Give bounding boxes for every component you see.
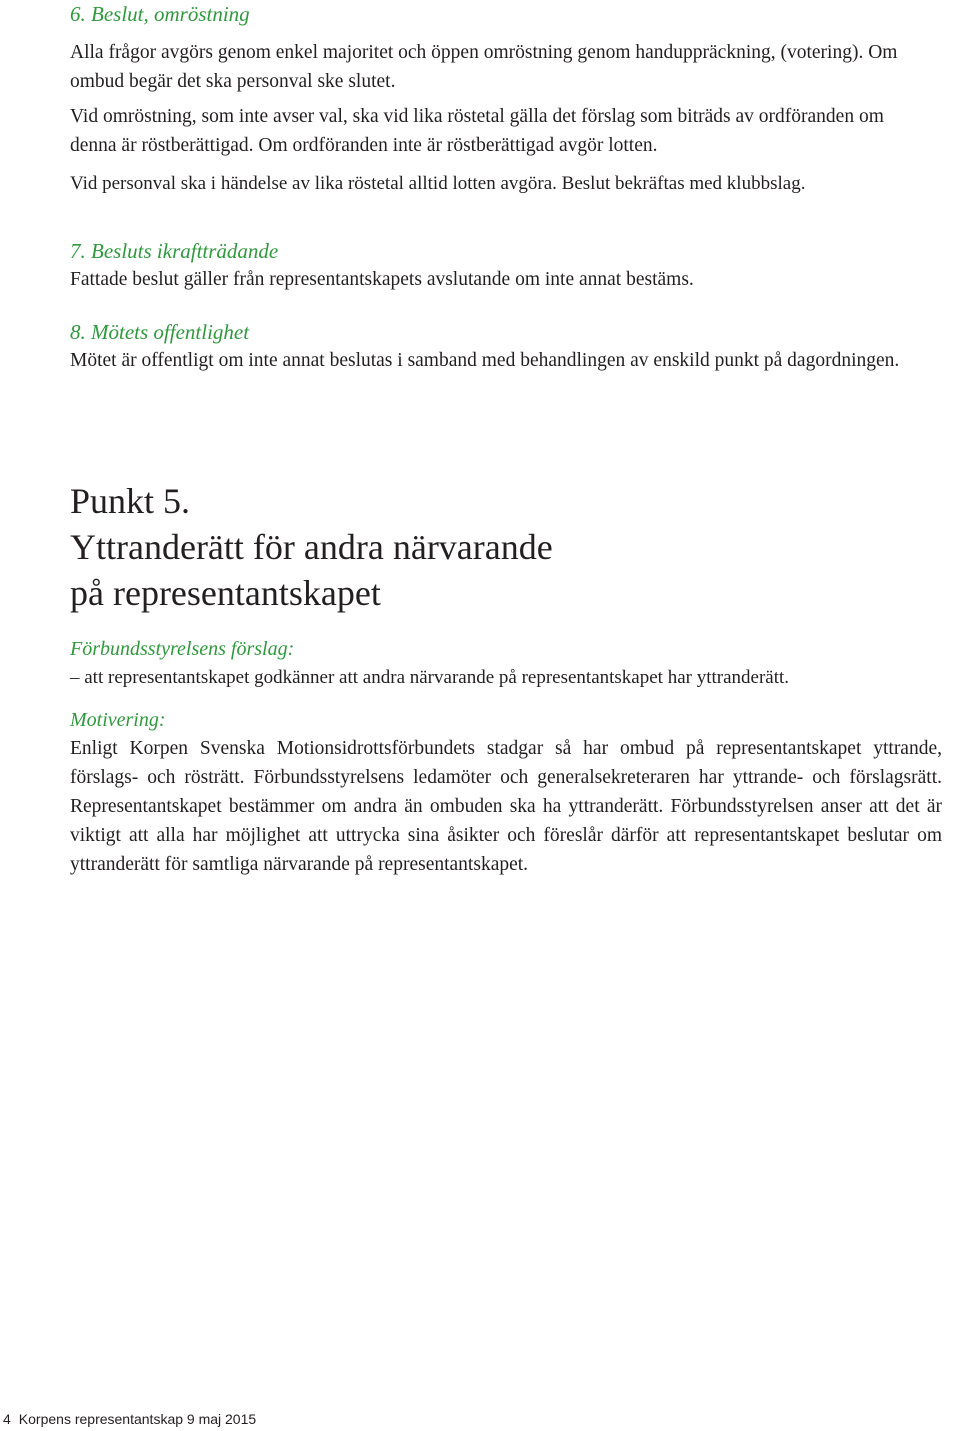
punkt-5-title-line-1: Punkt 5. — [70, 481, 191, 521]
punkt-5-title-line-2: Yttranderätt för andra närvarande — [70, 527, 553, 567]
motivation-text: Enligt Korpen Svenska Motionsidrottsförbundets stadgar så har ombud på representantskapet yttrande, förslags- och rösträtt. Förbundsstyrelsens ledamöter och generalsekreteraren har yttrande- och förslagsrätt. Representantskapet bestämmer om andra än ombuden ska ha yttranderätt. Förbundsstyrelsen anser att det är viktigt att alla har möjlighet att uttrycka sina åsikter och föreslår därför att representantskapet beslutar om yttranderätt för samtliga närvarande på representantskapet. — [70, 738, 942, 875]
proposal-text: – att representantskapet godkänner att andra närvarande på representantskapet har yttranderätt. — [70, 667, 790, 688]
proposal-heading: Förbundsstyrelsens förslag: — [70, 638, 295, 660]
motivation-heading: Motivering: — [70, 709, 166, 731]
section-6-heading: 6. Beslut, omröstning — [70, 2, 250, 26]
section-6-paragraph-3: Vid personval ska i händelse av lika röstetal alltid lotten avgöra. Beslut bekräftas med klubbslag. — [70, 173, 806, 194]
page-footer — [3, 1410, 256, 1428]
footer-page-number: 4 — [3, 1411, 11, 1427]
section-6-paragraph-1: Alla frågor avgörs genom enkel majoritet och öppen omröstning genom handuppräckning, (votering). Om ombud begär det ska personval ske slutet. — [70, 42, 898, 92]
section-6-paragraph-2: Vid omröstning, som inte avser val, ska vid lika röstetal gälla det förslag som biträds av ordföranden om denna är röstberättigad. Om ordföranden inte är röstberättigad avgör lotten. — [70, 106, 884, 156]
section-8-heading: 8. Mötets offentlighet — [70, 320, 250, 344]
punkt-5-title — [70, 478, 553, 616]
section-7-heading: 7. Besluts ikraftträdande — [70, 239, 279, 263]
section-7-paragraph: Fattade beslut gäller från representantskapets avslutande om inte annat bestäms. — [70, 269, 694, 290]
footer-text: Korpens representantskap 9 maj 2015 — [18, 1411, 257, 1427]
punkt-5-title-line-3: på representantskapet — [70, 573, 381, 613]
section-8-paragraph: Mötet är offentligt om inte annat beslutas i samband med behandlingen av enskild punkt på dagordningen. — [70, 350, 900, 371]
